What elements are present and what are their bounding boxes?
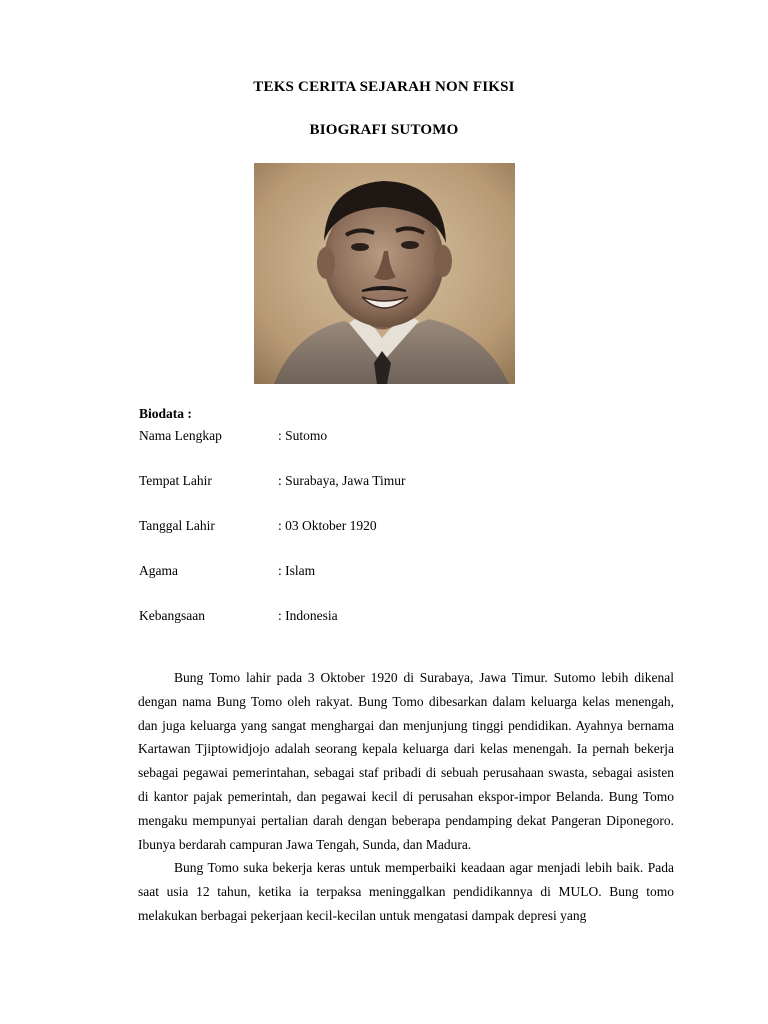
biodata-key: Nama Lengkap — [139, 428, 222, 443]
paragraph: Bung Tomo lahir pada 3 Oktober 1920 di Surabaya, Jawa Timur. Sutomo lebih dikenal dengan nama Bung Tomo oleh rakyat. Bung Tomo dibesarkan dalam keluarga kelas menengah, dan juga keluarga yang sangat menghargai dan menjunjung tinggi pendidikan. Ayahnya bernama Kartawan Tjiptowidjojo adalah seorang kepala keluarga dari kelas menengah. Ia pernah bekerja sebagai pegawai pemerintahan, sebagai staf pribadi di sebuah perusahaan swasta, sebagai asisten di kantor pajak pemerintah, dan pegawai kecil di perusahan ekspor-impor Belanda. Bung Tomo mengaku mempunyai pertalian darah dengan beberapa pendamping dekat Pangeran Diponegoro. Ibunya berdarah campuran Jawa Tengah, Sunda, dan Madura. — [138, 670, 674, 852]
biodata-value: : Islam — [278, 563, 316, 578]
document-subtitle: BIOGRAFI SUTOMO — [309, 122, 459, 138]
biodata-key: Tempat Lahir — [139, 473, 212, 488]
biodata-key: Agama — [139, 563, 178, 578]
biodata-value: : Indonesia — [278, 608, 338, 623]
biodata-row-kebangsaan — [139, 608, 338, 653]
biodata-key: Kebangsaan — [139, 608, 205, 623]
biodata-section — [139, 406, 406, 653]
biodata-value: : 03 Oktober 1920 — [278, 518, 377, 533]
biodata-key: Tanggal Lahir — [139, 518, 215, 533]
biodata-row-tempat-lahir — [139, 473, 406, 518]
body-text — [138, 666, 674, 928]
biodata-value: : Surabaya, Jawa Timur — [278, 473, 406, 488]
document-title: TEKS CERITA SEJARAH NON FIKSI — [253, 79, 515, 95]
biodata-row-tanggal-lahir — [139, 518, 377, 563]
biodata-row-nama — [139, 428, 328, 473]
biodata-label: Biodata : — [139, 406, 192, 421]
biodata-value: : Sutomo — [278, 428, 328, 443]
portrait-photo-icon — [254, 163, 515, 384]
biodata-row-agama — [139, 563, 316, 608]
paragraph: Bung Tomo suka bekerja keras untuk memperbaiki keadaan agar menjadi lebih baik. Pada saat usia 12 tahun, ketika ia terpaksa meninggalkan pendidikannya di MULO. Bung tomo melakukan berbagai pekerjaan kecil-kecilan untuk mengatasi dampak depresi yang — [138, 860, 674, 923]
